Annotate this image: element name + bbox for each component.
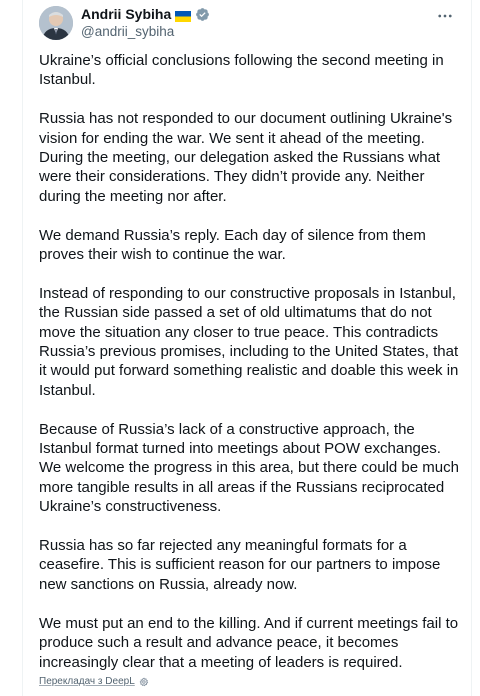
post-header <box>39 4 457 44</box>
translation-label: Перекладач з DeepL <box>39 676 135 687</box>
more-options-button[interactable] <box>433 6 457 26</box>
post-body <box>39 51 463 672</box>
post-paragraph: Russia has so far rejected any meaningful formats for a ceasefire. This is sufficient reason for our partners to impose new sanctions on Russia, already now. <box>39 537 441 593</box>
post-paragraph: Instead of responding to our constructive proposals in Istanbul, the Russian side passed a set of old ultimatums that do not move the situation any closer to true peace. This contradicts Russia’s previous promises, including to the United States, that it would put forward something realistic and doable this week in Istanbul. <box>39 284 459 399</box>
avatar-image <box>39 6 73 40</box>
author-names <box>81 5 210 39</box>
name-row <box>81 5 210 23</box>
translation-credit[interactable] <box>39 676 149 687</box>
display-name[interactable]: Andrii Sybiha <box>81 6 172 22</box>
post-paragraph: We demand Russia’s reply. Each day of silence from them proves their wish to continue the war. <box>39 226 426 264</box>
more-icon <box>436 7 454 25</box>
handle[interactable]: @andrii_sybiha <box>81 24 175 39</box>
post-paragraph: Russia has not responded to our document outlining Ukraine's vision for ending the war. We sent it ahead of the meeting. During the meeting, our delegation asked the Russians what were their considerations. They didn’t provide any. Neither during the meeting nor after. <box>39 110 453 205</box>
verified-badge-icon[interactable] <box>195 7 210 22</box>
ukraine-flag-icon <box>175 9 191 20</box>
post-card <box>22 0 472 696</box>
avatar[interactable] <box>39 6 73 40</box>
gear-icon <box>139 677 149 687</box>
post-paragraph: Ukraine’s official conclusions following the second meeting in Istanbul. <box>39 52 444 89</box>
post-paragraph: We must put an end to the killing. And if current meetings fail to produce such a result and advance peace, it becomes increasingly clear that a meeting of leaders is required. <box>39 614 459 671</box>
post-paragraph: Because of Russia’s lack of a constructive approach, the Istanbul format turned into meetings about POW exchanges. We welcome the progress in this area, but there could be much more tangible results in all areas if the Russians reciprocated Ukraine’s constructiveness. <box>39 420 459 516</box>
